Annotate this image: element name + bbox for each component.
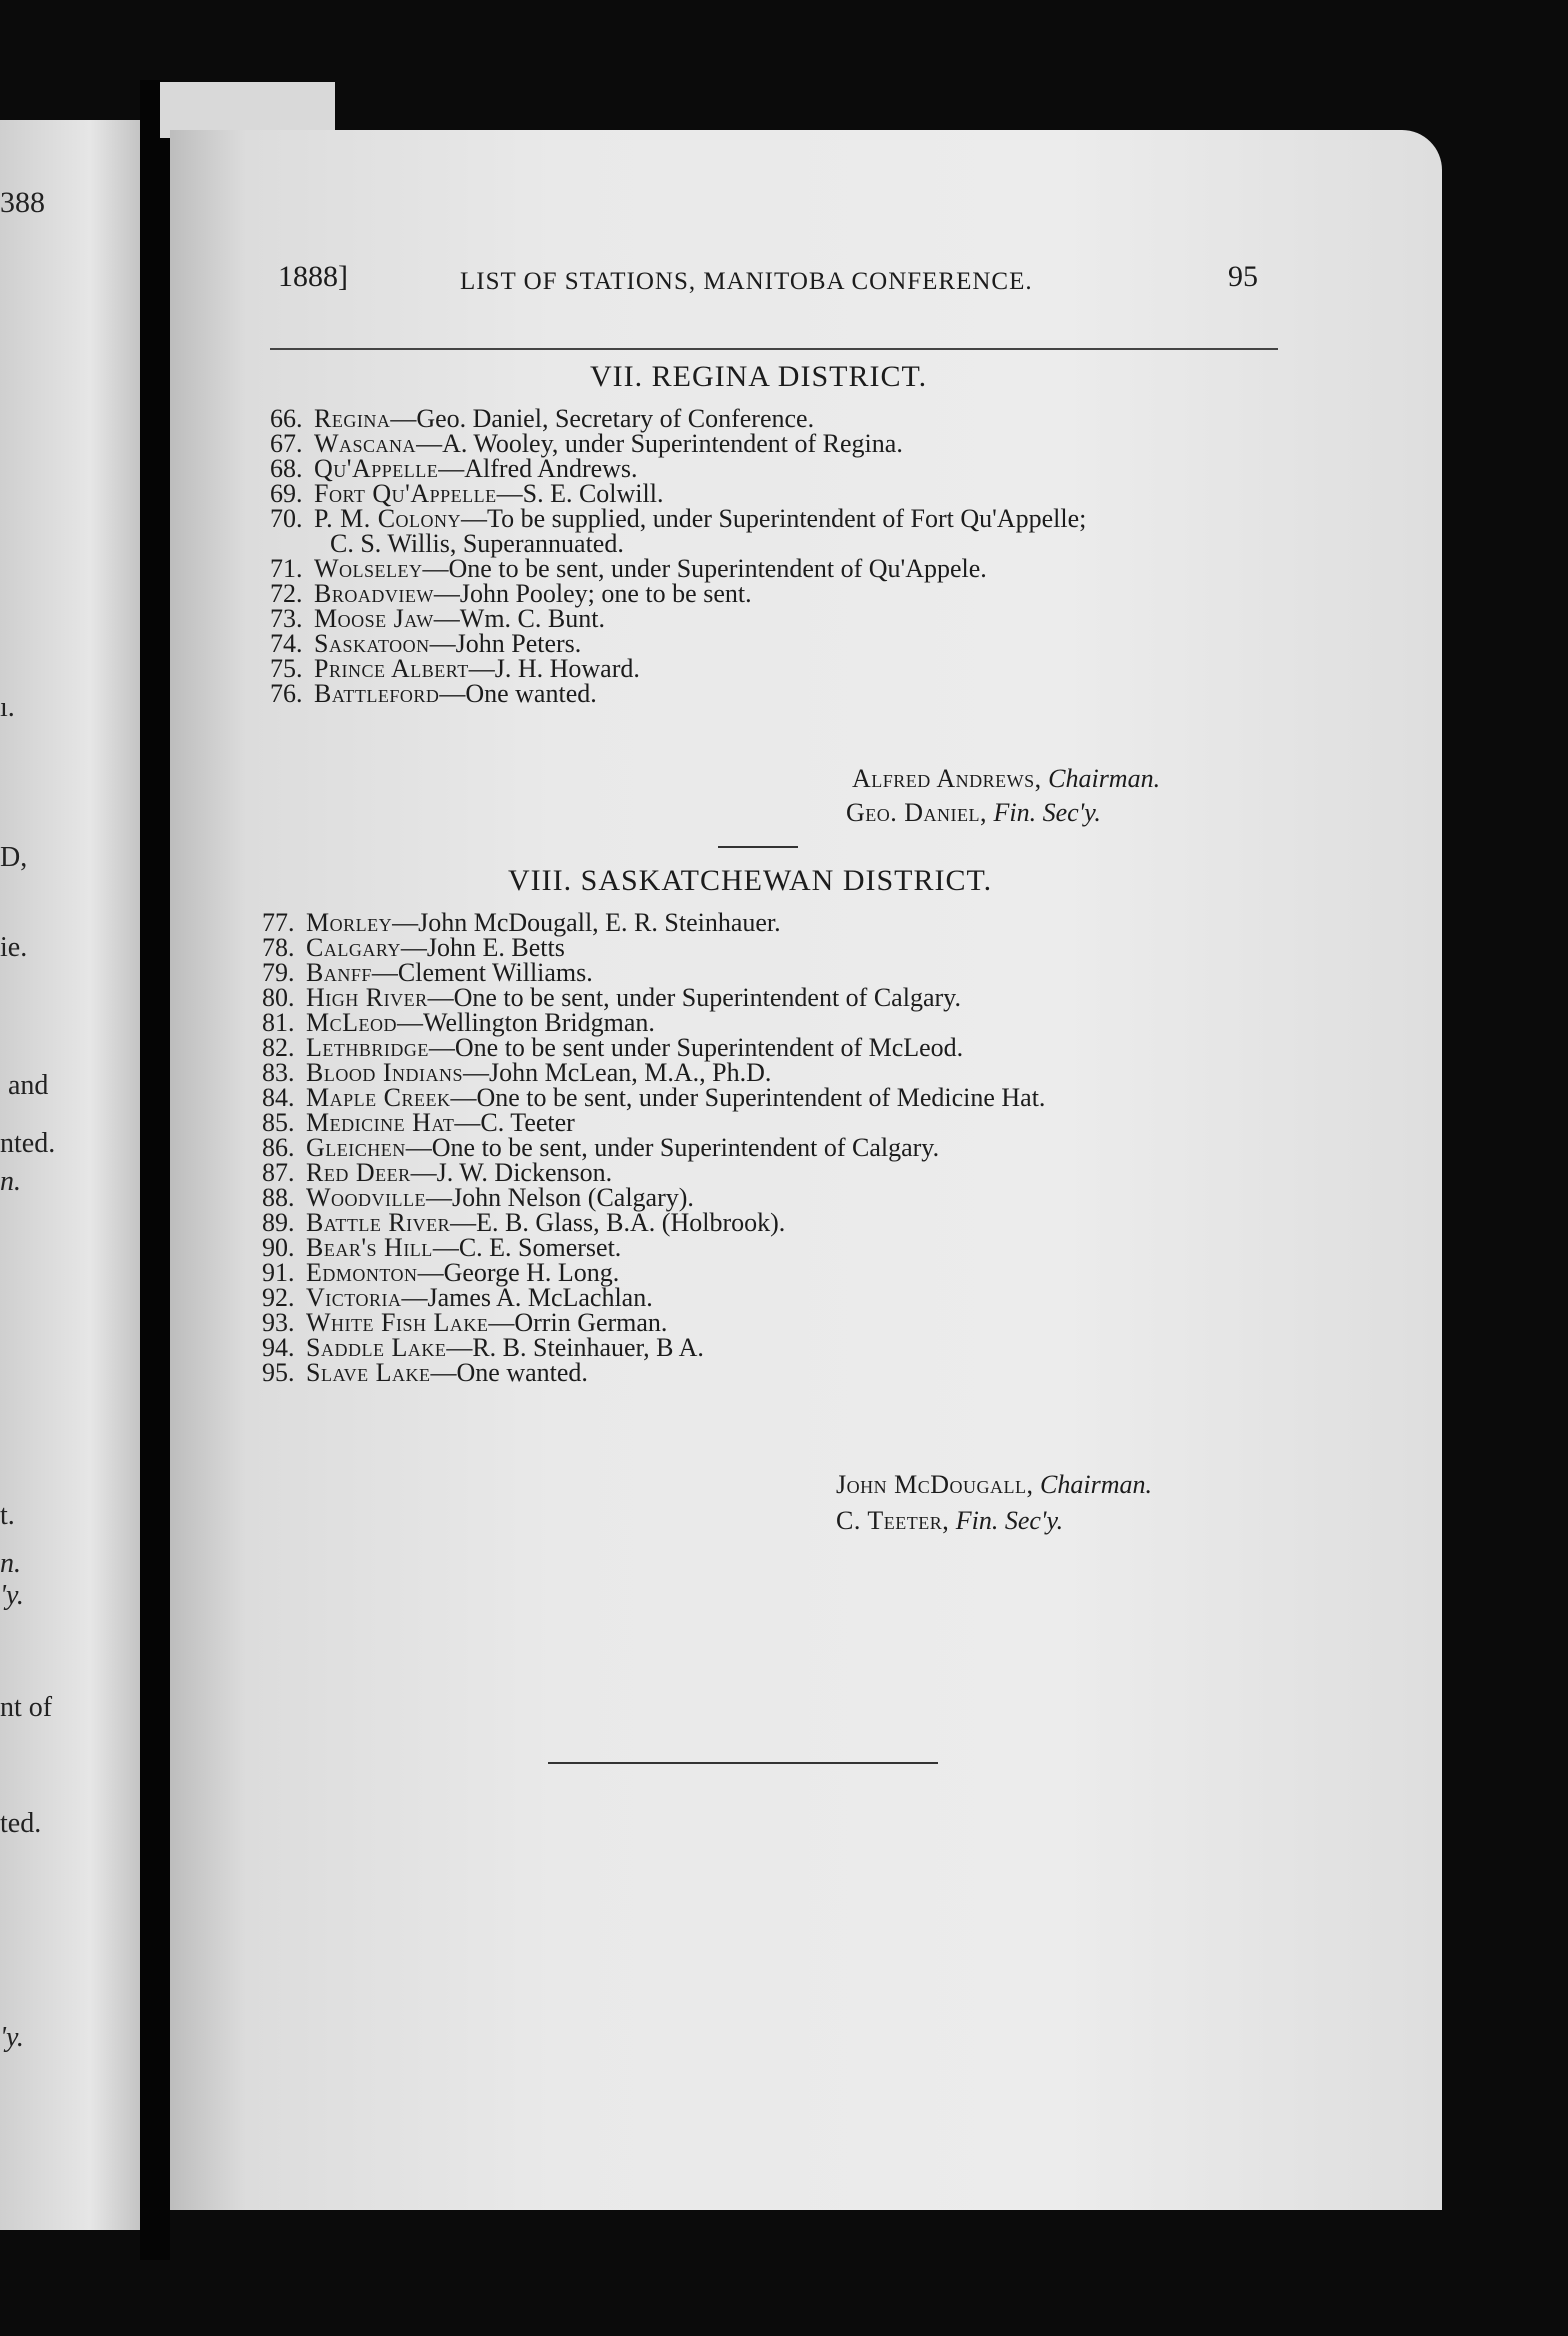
station-number: 93.: [262, 1308, 295, 1337]
station-place: Broadview: [314, 579, 434, 608]
station-number: 82.: [262, 1033, 295, 1062]
station-appointment: —John Peters.: [429, 629, 582, 658]
secretary-signature: [836, 1504, 1063, 1538]
station-entry: [262, 1360, 1045, 1385]
station-place: Battleford: [314, 679, 440, 708]
station-list: [262, 910, 1045, 1385]
station-entry: [262, 960, 1045, 985]
station-place: Gleichen: [306, 1133, 406, 1162]
station-place: White Fish Lake: [306, 1308, 489, 1337]
station-appointment: —Wm. C. Bunt.: [433, 604, 605, 633]
station-appointment: —Orrin German.: [488, 1308, 668, 1337]
district-heading: VII. REGINA DISTRICT.: [590, 360, 928, 393]
station-appointment: —One to be sent under Superintendent of McLeod.: [428, 1033, 964, 1062]
chairman-name: John McDougall,: [836, 1470, 1034, 1499]
station-number: 80.: [262, 983, 295, 1012]
station-number: 84.: [262, 1083, 295, 1112]
station-appointment: —One wanted.: [430, 1358, 588, 1387]
left-fragment: nted.: [0, 1128, 56, 1159]
station-appointment: —John E. Betts: [400, 933, 565, 962]
station-number: 92.: [262, 1283, 295, 1312]
left-fragment: and: [8, 1070, 49, 1101]
station-continuation: C. S. Willis, Superannuated.: [330, 529, 624, 558]
station-number: 83.: [262, 1058, 295, 1087]
station-entry: [270, 631, 1086, 656]
station-entry: [262, 1210, 1045, 1235]
station-place: Maple Creek: [306, 1083, 451, 1112]
secretary-role: Fin. Sec'y.: [955, 1506, 1064, 1535]
secretary-name: Geo. Daniel,: [846, 798, 988, 827]
station-number: 68.: [270, 454, 303, 483]
station-place: Regina: [314, 404, 391, 433]
station-place: Wascana: [314, 429, 417, 458]
station-number: 67.: [270, 429, 303, 458]
station-appointment: —Clement Williams.: [371, 958, 593, 987]
station-entry: [270, 681, 1086, 706]
secretary-signature: [846, 796, 1101, 830]
station-place: Woodville: [306, 1183, 427, 1212]
station-place: Morley: [306, 908, 393, 937]
station-number: 71.: [270, 554, 303, 583]
left-fragment: n.: [0, 1548, 21, 1579]
station-place: Saskatoon: [314, 629, 430, 658]
station-place: Victoria: [306, 1283, 402, 1312]
station-place: Prince Albert: [314, 654, 469, 683]
station-appointment: —A. Wooley, under Superintendent of Regina.: [416, 429, 903, 458]
station-entry: [262, 1010, 1045, 1035]
station-number: 94.: [262, 1333, 295, 1362]
station-number: 87.: [262, 1158, 295, 1187]
station-number: 85.: [262, 1108, 295, 1137]
station-number: 91.: [262, 1258, 295, 1287]
left-fragment: n.: [0, 1166, 21, 1197]
station-number: 69.: [270, 479, 303, 508]
station-place: Qu'Appelle: [314, 454, 439, 483]
station-appointment: —John Nelson (Calgary).: [426, 1183, 694, 1212]
station-number: 89.: [262, 1208, 295, 1237]
header-rule: [270, 348, 1278, 350]
station-entry: [262, 1060, 1045, 1085]
station-appointment: —Geo. Daniel, Secretary of Conference.: [390, 404, 815, 433]
station-entry: [270, 606, 1086, 631]
station-appointment: —S. E. Colwill.: [496, 479, 664, 508]
station-entry: [262, 1260, 1045, 1285]
station-appointment: —One to be sent, under Superintendent of Medicine Hat.: [450, 1083, 1046, 1112]
station-appointment: —One to be sent, under Superintendent of Calgary.: [405, 1133, 940, 1162]
station-list: [270, 406, 1086, 706]
secretary-role: Fin. Sec'y.: [993, 798, 1101, 827]
station-entry: [270, 506, 1086, 556]
station-entry: [262, 1135, 1045, 1160]
station-place: Fort Qu'Appelle: [314, 479, 497, 508]
station-number: 75.: [270, 654, 303, 683]
station-number: 79.: [262, 958, 295, 987]
station-appointment: —C. Teeter: [454, 1108, 575, 1137]
left-fragment: ie.: [0, 932, 28, 963]
station-entry: [270, 406, 1086, 431]
station-appointment: —E. B. Glass, B.A. (Holbrook).: [450, 1208, 786, 1237]
chairman-signature: [836, 1468, 1152, 1502]
book-page: [170, 130, 1442, 2210]
station-place: Medicine Hat: [306, 1108, 455, 1137]
station-appointment: —John Pooley; one to be sent.: [433, 579, 752, 608]
station-place: Edmonton: [306, 1258, 418, 1287]
station-appointment: —George H. Long.: [417, 1258, 620, 1287]
station-number: 74.: [270, 629, 303, 658]
station-number: 66.: [270, 404, 303, 433]
station-entry: [262, 935, 1045, 960]
station-entry: [262, 1160, 1045, 1185]
chairman-role: Chairman.: [1040, 1470, 1152, 1499]
station-appointment: —John McLean, M.A., Ph.D.: [463, 1058, 772, 1087]
station-number: 73.: [270, 604, 303, 633]
station-appointment: —C. E. Somerset.: [432, 1233, 622, 1262]
station-entry: [262, 1285, 1045, 1310]
station-place: McLeod: [306, 1008, 397, 1037]
station-place: Bear's Hill: [306, 1233, 433, 1262]
station-number: 76.: [270, 679, 303, 708]
left-fragment: 'y.: [0, 1580, 24, 1611]
station-number: 88.: [262, 1183, 295, 1212]
station-place: P. M. Colony: [314, 504, 462, 533]
station-number: 81.: [262, 1008, 295, 1037]
station-place: Battle River: [306, 1208, 451, 1237]
station-place: Banff: [306, 958, 372, 987]
station-appointment: —John McDougall, E. R. Steinhauer.: [392, 908, 781, 937]
station-place: Calgary: [306, 933, 401, 962]
station-entry: [262, 910, 1045, 935]
left-fragment: ted.: [0, 1808, 42, 1839]
chairman-role: Chairman.: [1048, 764, 1161, 793]
station-appointment: —To be supplied, under Superintendent of Fort Qu'Appelle;: [461, 504, 1087, 533]
station-entry: [270, 656, 1086, 681]
station-place: Lethbridge: [306, 1033, 429, 1062]
page-number: 95: [1228, 260, 1258, 293]
station-number: 90.: [262, 1233, 295, 1262]
station-place: Blood Indians: [306, 1058, 463, 1087]
station-appointment: —One to be sent, under Superintendent of Qu'Appele.: [422, 554, 987, 583]
station-entry: [270, 481, 1086, 506]
end-rule: [548, 1762, 938, 1764]
station-number: 95.: [262, 1358, 295, 1387]
station-appointment: —James A. McLachlan.: [401, 1283, 653, 1312]
station-place: Slave Lake: [306, 1358, 431, 1387]
left-fragment: 388: [0, 186, 45, 219]
district-heading: VIII. SASKATCHEWAN DISTRICT.: [508, 864, 993, 897]
book-gutter: [140, 80, 170, 2260]
station-place: Moose Jaw: [314, 604, 434, 633]
station-appointment: —One to be sent, under Superintendent of Calgary.: [427, 983, 961, 1012]
station-place: High River: [306, 983, 428, 1012]
station-appointment: —J. H. Howard.: [468, 654, 640, 683]
station-entry: [270, 456, 1086, 481]
station-entry: [262, 1335, 1045, 1360]
station-place: Wolseley: [314, 554, 423, 583]
station-entry: [262, 1235, 1045, 1260]
station-entry: [262, 985, 1045, 1010]
station-place: Saddle Lake: [306, 1333, 447, 1362]
left-fragment: ı.: [0, 692, 15, 723]
station-number: 70.: [270, 504, 303, 533]
station-entry: [270, 581, 1086, 606]
station-entry: [262, 1110, 1045, 1135]
station-entry: [262, 1310, 1045, 1335]
station-entry: [262, 1035, 1045, 1060]
station-number: 72.: [270, 579, 303, 608]
station-entry: [270, 431, 1086, 456]
station-place: Red Deer: [306, 1158, 411, 1187]
station-appointment: —J. W. Dickenson.: [410, 1158, 613, 1187]
station-number: 78.: [262, 933, 295, 962]
left-fragment: nt of: [0, 1692, 53, 1723]
station-entry: [262, 1085, 1045, 1110]
station-entry: [262, 1185, 1045, 1210]
left-fragment: D,: [0, 842, 28, 873]
station-number: 77.: [262, 908, 295, 937]
left-fragment: t.: [0, 1500, 15, 1531]
station-appointment: —One wanted.: [439, 679, 597, 708]
running-head-year: 1888]: [278, 260, 348, 293]
secretary-name: C. Teeter,: [836, 1506, 950, 1535]
station-appointment: —Wellington Bridgman.: [397, 1008, 655, 1037]
station-number: 86.: [262, 1133, 295, 1162]
left-fragment: 'y.: [0, 2022, 24, 2053]
running-head-title: LIST OF STATIONS, MANITOBA CONFERENCE.: [460, 268, 1033, 295]
station-entry: [270, 556, 1086, 581]
section-divider: [718, 846, 798, 848]
chairman-name: Alfred Andrews,: [852, 764, 1042, 793]
chairman-signature: [852, 762, 1160, 796]
station-appointment: —Alfred Andrews.: [438, 454, 638, 483]
station-appointment: —R. B. Steinhauer, B A.: [446, 1333, 704, 1362]
previous-page-fragment: [0, 120, 150, 2230]
